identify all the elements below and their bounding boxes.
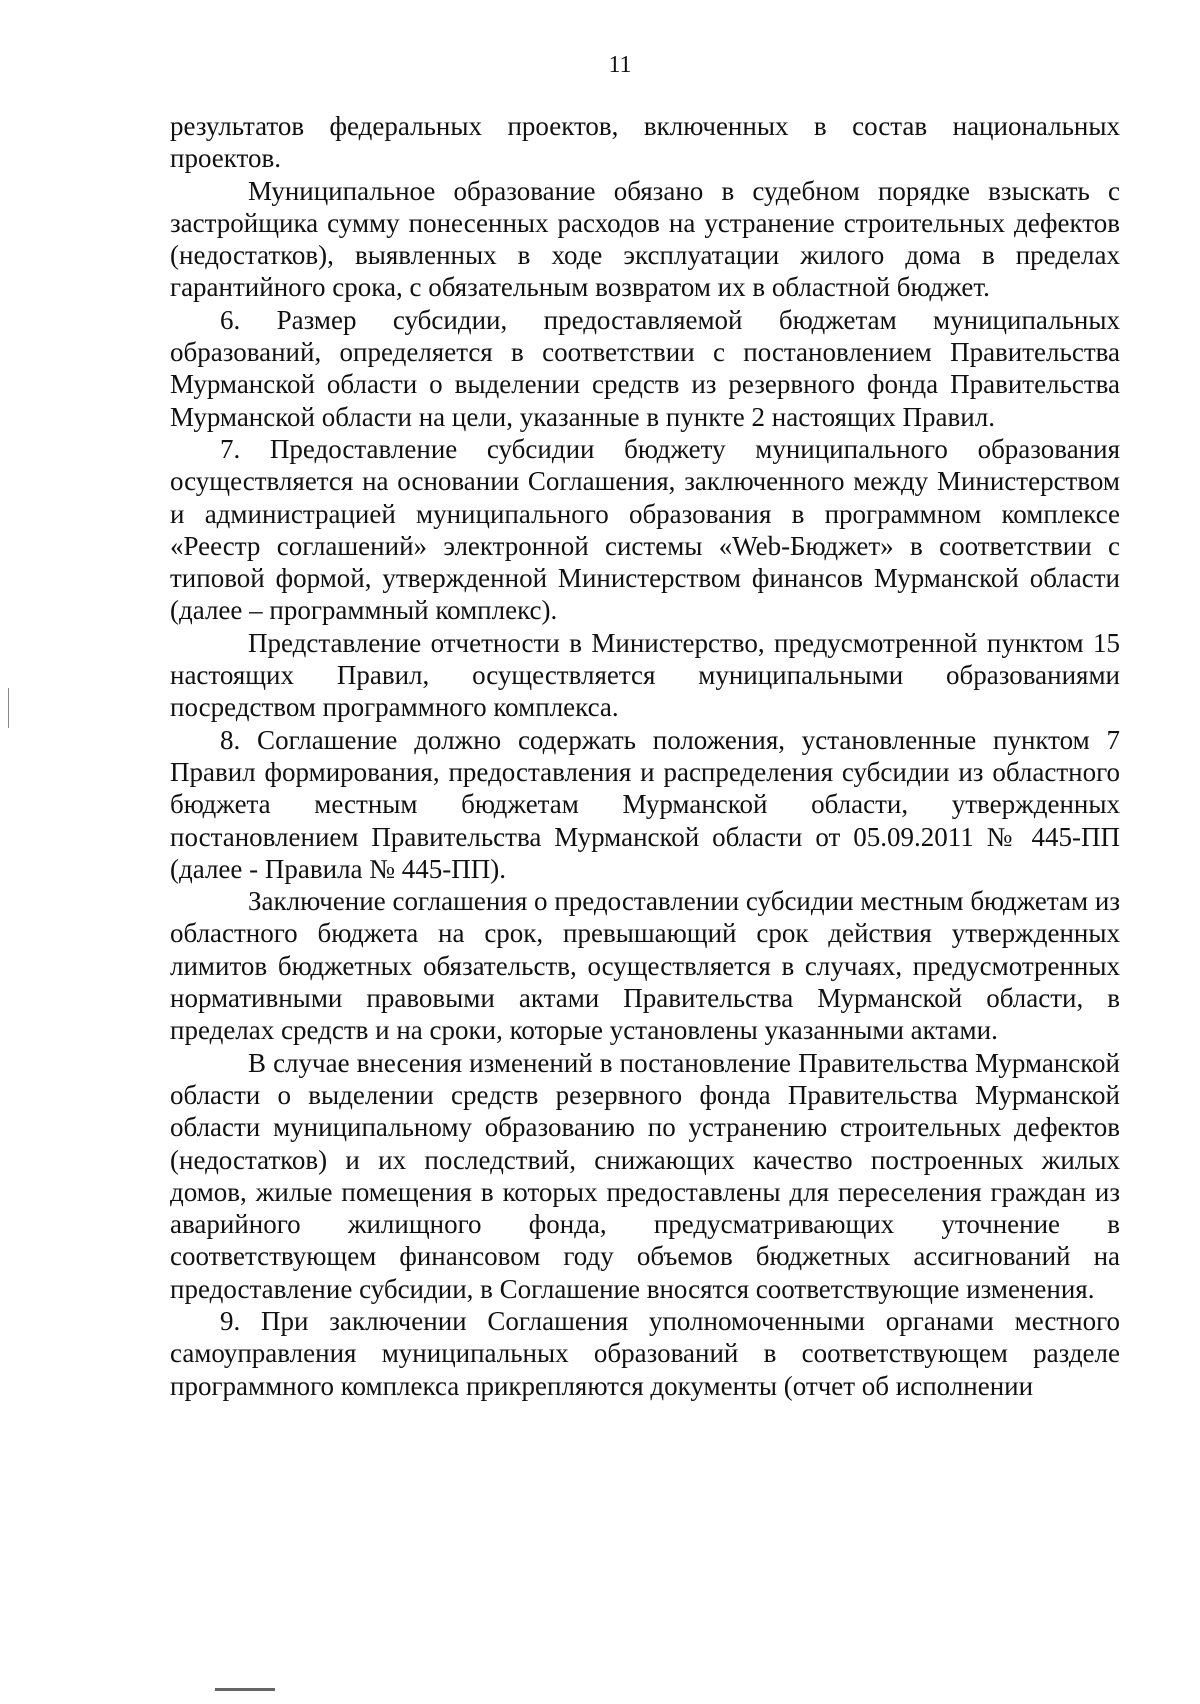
page-number: 11: [608, 52, 632, 78]
scan-margin-mark: [8, 688, 9, 728]
paragraph: результатов федеральных проектов, включенных в состав национальных проектов.: [170, 111, 1120, 174]
paragraph: 8. Соглашение должно содержать положения, установленные пунктом 7 Правил формирования, предоставления и распределения субсидии из областного бюджета местным бюджетам Мурманской области, утвержденных постановлением Правительства Мурманской области от 05.09.2011 № 445-ПП (далее - Правила № 445-ПП).: [170, 724, 1120, 884]
paragraph: Муниципальное образование обязано в судебном порядке взыскать с застройщика сумму понесенных расходов на устранение строительных дефектов (недостатков), выявленных в ходе эксплуатации жилого дома в пределах гарантийного срока, с обязательным возвратом их в областной бюджет.: [170, 175, 1120, 303]
document-body: [170, 110, 1120, 1402]
paragraph: 9. При заключении Соглашения уполномоченными органами местного самоуправления муниципальных образований в соответствующем разделе программного комплекса прикрепляются документы (отчет об исполнении: [170, 1305, 1120, 1401]
scan-bottom-mark: [215, 1688, 275, 1691]
paragraph: 6. Размер субсидии, предоставляемой бюджетам муниципальных образований, определяется в соответствии с постановлением Правительства Мурманской области о выделении средств из резервного фонда Правительства Мурманской области на цели, указанные в пункте 2 настоящих Правил.: [170, 304, 1120, 432]
paragraph: В случае внесения изменений в постановление Правительства Мурманской области о выделении средств резервного фонда Правительства Мурманской области муниципальному образованию по устранению строительных дефектов (недостатков) и их последствий, снижающих качество построенных жилых домов, жилые помещения в которых предоставлены для переселения граждан из аварийного жилищного фонда, предусматривающих уточнение в соответствующем финансовом году объемов бюджетных ассигнований на предоставление субсидии, в Соглашение вносятся соответствующие изменения.: [170, 1047, 1120, 1304]
paragraph: Заключение соглашения о предоставлении субсидии местным бюджетам из областного бюджета на срок, превышающий срок действия утвержденных лимитов бюджетных обязательств, осуществляется в случаях, предусмотренных нормативными правовыми актами Правительства Мурманской области, в пределах средств и на сроки, которые установлены указанными актами.: [170, 886, 1120, 1046]
paragraph: 7. Предоставление субсидии бюджету муниципального образования осуществляется на основании Соглашения, заключенного между Министерством и администрацией муниципального образования в программном комплексе «Реестр соглашений» электронной системы «Web-Бюджет» в соответствии с типовой формой, утвержденной Министерством финансов Мурманской области (далее – программный комплекс).: [170, 433, 1120, 626]
paragraph: Представление отчетности в Министерство, предусмотренной пунктом 15 настоящих Правил, осуществляется муниципальными образованиями посредством программного комплекса.: [170, 627, 1120, 723]
